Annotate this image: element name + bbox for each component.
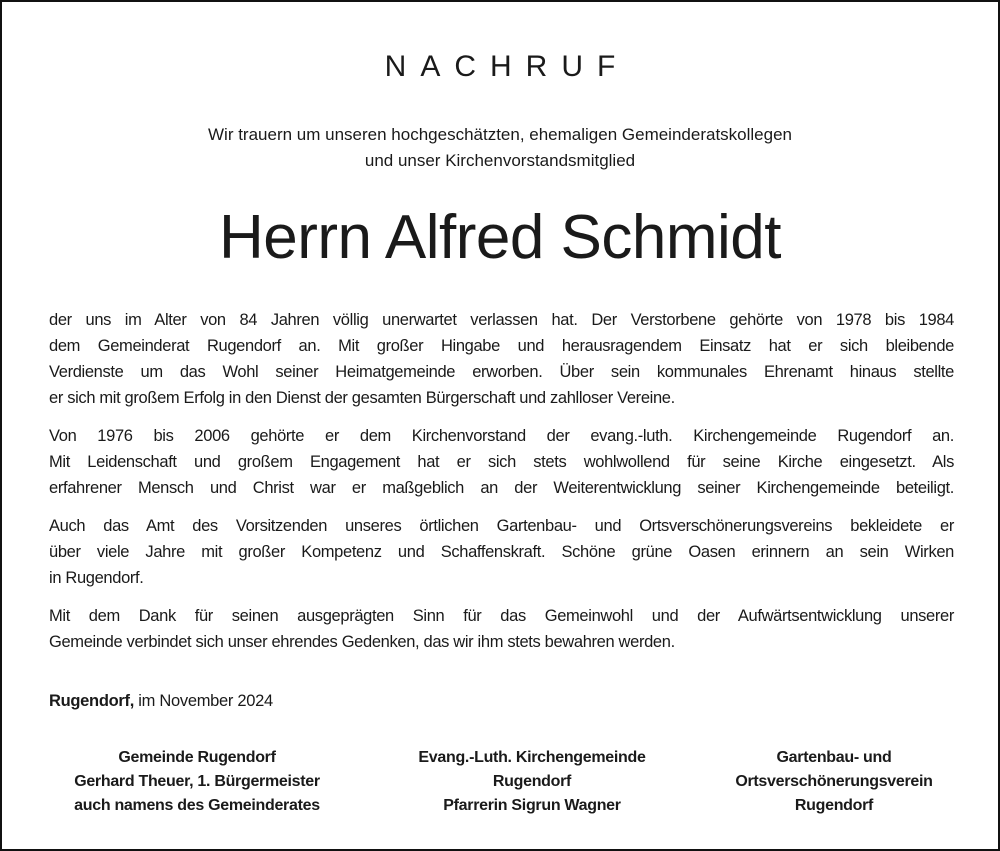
intro-text <box>2 122 998 174</box>
text-line: Gemeinde verbindet sich unser ehrendes Gedenken, das wir ihm stets bewahren werden. <box>49 633 675 651</box>
signature-line: Pfarrerin Sigrun Wagner <box>443 797 621 814</box>
signature-church <box>372 746 692 818</box>
deceased-name: Herrn Alfred Schmidt <box>219 203 781 272</box>
text-line: dem Gemeinderat Rugendorf an. Mit großer Hingabe und herausragendem Einsatz hat er sich bleibende <box>49 337 954 355</box>
intro-line: und unser Kirchenvorstandsmitglied <box>364 151 636 170</box>
text-line: der uns im Alter von 84 Jahren völlig unerwartet verlassen hat. Der Verstorbene gehörte von 1978 bis 1984 <box>49 311 954 329</box>
signature-line: Gartenbau- und <box>776 749 892 766</box>
date-text: im November 2024 <box>134 692 273 710</box>
signature-municipality <box>37 746 357 818</box>
text-line: erfahrener Mensch und Christ war er maßgeblich an der Weiterentwicklung seiner Kirchengemeinde beteiligt. <box>49 479 954 497</box>
text-line: Von 1976 bis 2006 gehörte er dem Kirchenvorstand der evang.-luth. Kirchengemeinde Rugendorf an. <box>49 427 954 445</box>
text-line: er sich mit großem Erfolg in den Dienst der gesamten Bürgerschaft und zahlloser Vereine. <box>49 389 675 407</box>
text-line: Verdienste um das Wohl seiner Heimatgemeinde erworben. Über sein kommunales Ehrenamt hinaus stellte <box>49 363 954 381</box>
text-line: Auch das Amt des Vorsitzenden unseres örtlichen Gartenbau- und Ortsverschönerungsvereins bekleidete er <box>49 517 954 535</box>
paragraph <box>49 513 954 591</box>
notice-title: NACHRUF <box>384 50 630 83</box>
place-city: Rugendorf, <box>49 692 134 710</box>
signature-line: Rugendorf <box>794 797 874 814</box>
paragraph <box>49 307 954 411</box>
signature-line: auch namens des Gemeinderates <box>74 797 320 814</box>
paragraph <box>49 423 954 501</box>
paragraph <box>49 603 954 655</box>
signature-line: Gerhard Theuer, 1. Bürgermeister <box>74 773 320 790</box>
obituary-body <box>49 307 954 667</box>
signature-line: Rugendorf <box>492 773 572 790</box>
text-line: in Rugendorf. <box>49 569 144 587</box>
intro-line: Wir trauern um unseren hochgeschätzten, ehemaligen Gemeinderatskollegen <box>208 125 792 144</box>
signature-line: Ortsverschönerungsverein <box>735 773 933 790</box>
signature-garden-club <box>674 746 994 818</box>
signature-line: Evang.-Luth. Kirchengemeinde <box>418 749 646 766</box>
signature-line: Gemeinde Rugendorf <box>118 749 276 766</box>
place-date <box>49 692 273 711</box>
text-line: Mit Leidenschaft und großem Engagement hat er sich stets wohlwollend für seine Kirche eingesetzt. Als <box>49 453 954 471</box>
text-line: Mit dem Dank für seinen ausgeprägten Sinn für das Gemeinwohl und der Aufwärtsentwicklung unserer <box>49 607 954 625</box>
text-line: über viele Jahre mit großer Kompetenz und Schaffenskraft. Schöne grüne Oasen erinnern an sein Wirken <box>49 543 954 561</box>
